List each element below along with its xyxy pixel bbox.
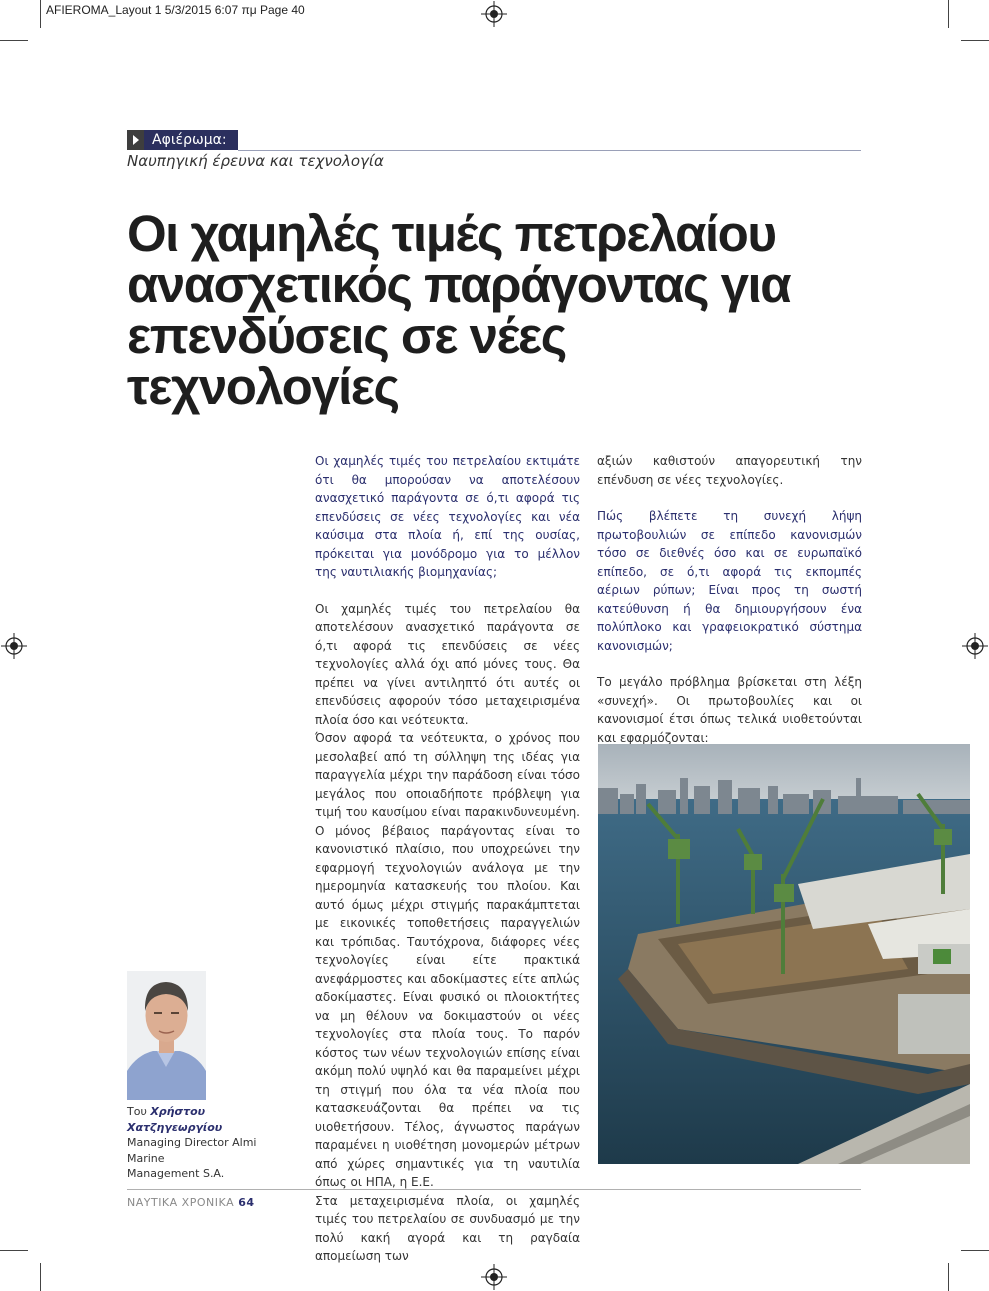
play-arrow-icon xyxy=(127,130,144,150)
registration-mark-top-icon xyxy=(481,1,507,27)
crop-mark-bottom-right-v xyxy=(948,1263,949,1291)
author-name: Χρήστου Χατζηγεωργίου xyxy=(127,1105,223,1134)
section-divider xyxy=(238,150,861,151)
author-role-line-2: Management S.A. xyxy=(127,1167,225,1180)
registration-mark-right-icon xyxy=(962,633,988,659)
article-column-2 xyxy=(597,452,862,747)
registration-mark-bottom-icon xyxy=(481,1264,507,1290)
crop-mark-top-right-h xyxy=(961,40,989,41)
article-column-1 xyxy=(315,452,580,1266)
section-label: Αφιέρωμα: xyxy=(152,132,227,148)
author-portrait xyxy=(127,971,206,1100)
footer-divider xyxy=(127,1189,861,1190)
shipyard-photo xyxy=(598,744,970,1164)
crop-mark-top-left-v xyxy=(40,0,41,28)
section-subtitle: Ναυπηγική έρευνα και τεχνολογία xyxy=(127,152,384,170)
caption-prefix: Του xyxy=(127,1105,147,1118)
crop-mark-top-right-v xyxy=(948,0,949,28)
answer-paragraph-2: Όσον αφορά τα νεότευκτα, ο χρόνος που μεσολαβεί από τη σύλληψη της ιδέας για παραγγελία μέχρι την παράδοση είναι τόσο μεγάλος που οποιαδήποτε πρόβλεψη για τιμή του καυσίμου είναι παρακινδυνευμένη. Ο μόνος βέβαιος παράγοντας είναι το κανονιστικό πλαίσιο, που υποχρεώνει την εφαρμογή τεχνολογιών ανάλογα με την ημερομηνία κατασκευής του πλοίου. Και αυτό όμως μέχρι στιγμής παρακάμπτεται με εικονικές τοποθετήσεις παραγγελιών και τρόπιδας. Ταυτόχρονα, διάφορες νέες τεχνολογίες είναι είτε πρακτικά ανεφάρμοστες και αδοκίμαστες είτε απλώς αδοκίμαστες. Είναι φυσικό οι πλοιοκτήτες να μη θέλουν να δοκιμαστούν οι νέες τεχνολογίες στα πλοία τους. Το παρόν κόστος των νέων τεχνολογιών επίσης είναι ακόμη πολύ υψηλό και θα παραμείνει μέχρι τη στιγμή που όλα τα νέα πλοία που κατασκευάζονται θα πρέπει να τις υιοθετήσουν. Τέλος, άγνωστος παράγων παραμένει η υιοθέτηση μονομερών μέτρων από χώρες σημαντικές για τη ναυτιλία όπως οι ΗΠΑ, η Ε.Ε. xyxy=(315,731,580,1189)
answer-paragraph-4: Το μεγάλο πρόβλημα βρίσκεται στη λέξη «συνεχή». Οι πρωτοβουλίες και οι κανονισμοί έτσι όπως τελικά υιοθετούνται και εφαρμόζονται: xyxy=(597,675,862,745)
answer-paragraph-3: Στα μεταχειρισμένα πλοία, οι χαμηλές τιμές του πετρελαίου σε συνδυασμό με την πολύ κακή αγορά και τη ραγδαία απομείωση των xyxy=(315,1193,580,1263)
crop-mark-top-left-h xyxy=(0,40,28,41)
article-headline: Οι χαμηλές τιμές πετρελαίου ανασχετικός παράγοντας για επενδύσεις σε νέες τεχνολογίες xyxy=(127,205,791,415)
page-footer xyxy=(127,1196,255,1209)
interview-question-1: Οι χαμηλές τιμές του πετρελαίου εκτιμάτε ότι θα μπορούσαν να αποτελέσουν ανασχετικό παράγοντα σε ό,τι αφορά τις επενδύσεις σε νέες τεχνολογίες και νέα καύσιμα στα πλοία ή, επί της ουσίας, πρόκειται για μονόδρομο για το μέλλον της ναυτιλιακής βιομηχανίας; xyxy=(315,454,580,579)
page-number: 64 xyxy=(238,1196,255,1209)
author-role-line-1: Managing Director Almi Marine xyxy=(127,1136,257,1165)
answer-continuation: αξιών καθιστούν απαγορευτική την επένδυση σε νέες τεχνολογίες. xyxy=(597,454,862,487)
answer-paragraph-1: Οι χαμηλές τιμές του πετρελαίου θα αποτελέσουν ανασχετικό παράγοντα σε ό,τι αφορά τις επενδύσεις σε νέες τεχνολογίες αλλά όχι από μόνες τους. Θα πρέπει να γίνει αντιληπτό ότι αυτές οι επενδύσεις αφορούν τόσο μεταχειρισμένα πλοία όσο και νεότευκτα. xyxy=(315,601,580,727)
print-slug: AFIEROMA_Layout 1 5/3/2015 6:07 πμ Page 40 xyxy=(46,3,305,17)
author-caption xyxy=(127,1104,297,1182)
magazine-name: ΝΑΥΤΙΚΑ ΧΡΟΝΙΚΑ xyxy=(127,1196,235,1209)
crop-mark-bottom-right-h xyxy=(961,1250,989,1251)
crop-mark-bottom-left-h xyxy=(0,1250,28,1251)
interview-question-2: Πώς βλέπετε τη συνεχή λήψη πρωτοβουλιών σε επίπεδο κανονισμών τόσο σε διεθνές όσο και σε ευρωπαϊκό επίπεδο, σε ό,τι αφορά τις εκπομπές αέριων ρύπων; Είναι προς τη σωστή κατεύθυνση ή θα δημιουργήσουν ένα πολύπλοκο και γραφειοκρατικό σύστημα κανονισμών; xyxy=(597,509,862,653)
registration-mark-left-icon xyxy=(1,633,27,659)
crop-mark-bottom-left-v xyxy=(40,1263,41,1291)
